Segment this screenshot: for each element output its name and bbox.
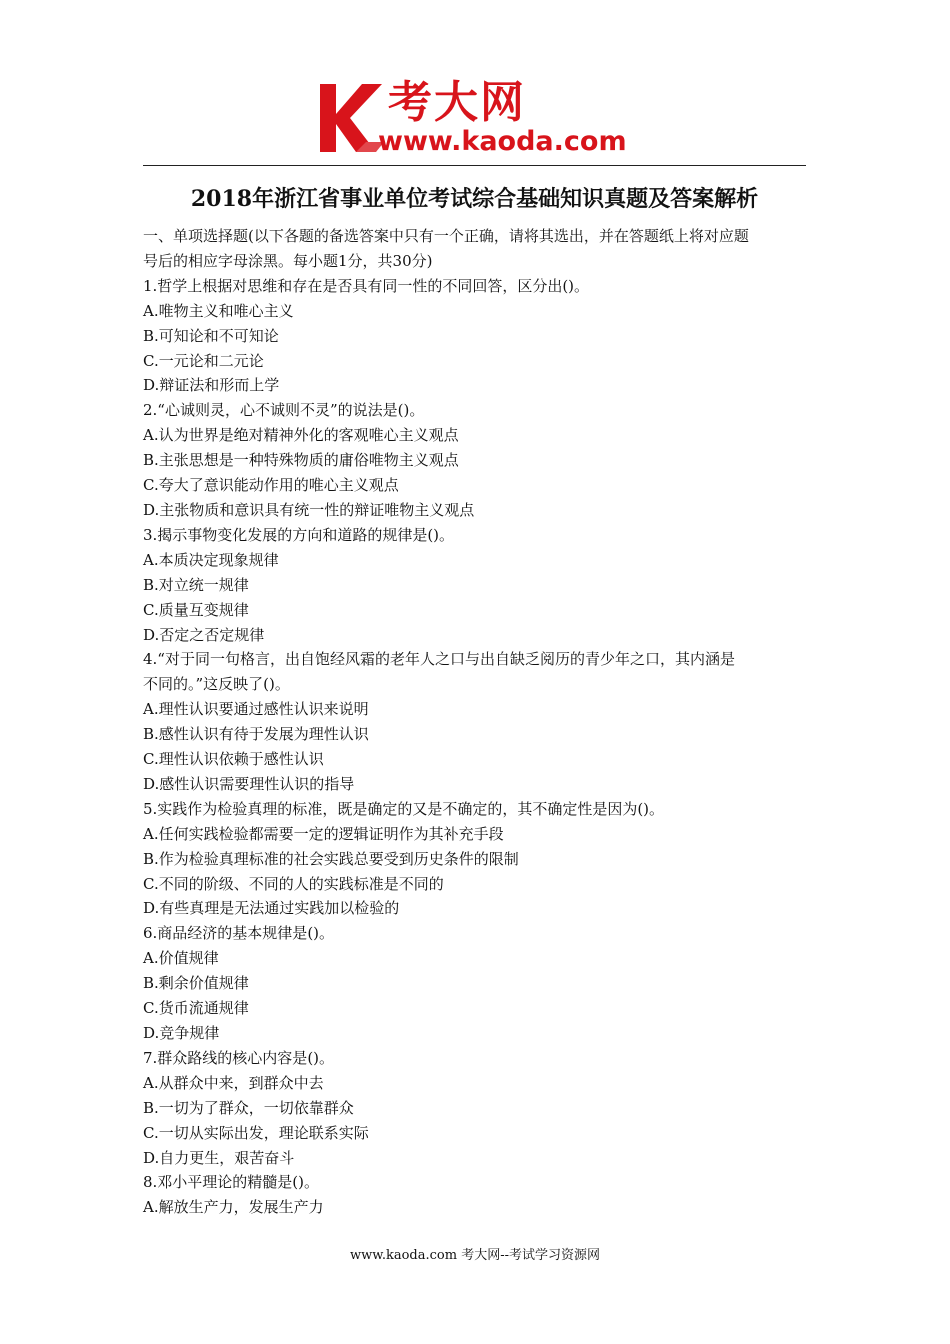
text-line: D.辩证法和形而上学 [143,376,280,395]
text-line: 5.实践作为检验真理的标准，既是确定的又是不确定的，其不确定性是因为()。 [143,799,665,818]
text-line: A.任何实践检验都需要一定的逻辑证明作为其补充手段 [143,824,504,843]
document-body [143,224,809,1220]
text-line: D.竞争规律 [143,1024,220,1042]
text-line: A.解放生产力，发展生产力 [143,1198,324,1217]
text-line: D.自力更生，艰苦奋斗 [143,1148,295,1167]
text-line: 一、单项选择题(以下各题的备选答案中只有一个正确，请将其选出，并在答题纸上将对应题 [143,227,749,245]
text-line: B.剩余价值规律 [143,974,249,993]
text-line: D.有些真理是无法通过实践加以检验的 [143,899,400,918]
text-line: C.一元论和二元论 [143,351,264,370]
text-line: A.唯物主义和唯心主义 [143,301,294,320]
text-line: B.一切为了群众，一切依靠群众 [143,1098,354,1117]
text-line: 不同的。”这反映了()。 [143,675,290,694]
text-line: C.质量互变规律 [143,600,249,619]
text-line: A.本质决定现象规律 [143,550,279,569]
text-line: D.主张物质和意识具有统一性的辩证唯物主义观点 [143,500,475,519]
text-line: A.理性认识要通过感性认识来说明 [143,700,369,719]
text-line: 8.邓小平理论的精髓是()。 [143,1173,320,1192]
text-line: 3.揭示事物变化发展的方向和道路的规律是()。 [143,525,455,544]
text-line: 1.哲学上根据对思维和存在是否具有同一性的不同回答，区分出()。 [143,276,590,295]
text-line: 2.“心诚则灵，心不诚则不灵”的说法是()。 [143,401,425,420]
k-letter-logo-icon [316,82,386,154]
kaoda-logo [316,78,646,160]
logo-brand-text: 考大网 [388,77,526,128]
text-line: 6.商品经济的基本规律是()。 [143,924,335,943]
text-line: B.可知论和不可知论 [143,326,279,345]
text-line: A.价值规律 [143,949,219,968]
text-line: D.感性认识需要理性认识的指导 [143,774,355,793]
text-line: 号后的相应字母涂黑。每小题1分，共30分) [143,251,433,270]
text-line: A.从群众中来，到群众中去 [143,1073,324,1092]
page-footer: www.kaoda.com 考大网--考试学习资源网 [350,1248,600,1263]
text-line: A.认为世界是绝对精神外化的客观唯心主义观点 [143,426,459,445]
text-line: B.主张思想是一种特殊物质的庸俗唯物主义观点 [143,451,459,470]
text-line: C.货币流通规律 [143,999,249,1018]
text-line: B.对立统一规律 [143,575,249,594]
text-line: 4.“对于同一句格言，出自饱经风霜的老年人之口与出自缺乏阅历的青少年之口，其内涵是 [143,650,735,669]
text-line: 7.群众路线的核心内容是()。 [143,1048,335,1067]
text-line: B.作为检验真理标准的社会实践总要受到历史条件的限制 [143,849,519,868]
text-line: B.感性认识有待于发展为理性认识 [143,725,369,744]
text-line: C.一切从实际出发，理论联系实际 [143,1123,369,1142]
logo-url-text: www.kaoda.com [378,126,627,157]
text-line: D.否定之否定规律 [143,625,265,644]
text-line: C.理性认识依赖于感性认识 [143,750,324,769]
header-divider [143,165,806,166]
text-line: C.不同的阶级、不同的人的实践标准是不同的 [143,874,444,893]
text-line: C.夸大了意识能动作用的唯心主义观点 [143,476,399,495]
document-title: 2018年浙江省事业单位考试综合基础知识真题及答案解析 [190,186,759,212]
